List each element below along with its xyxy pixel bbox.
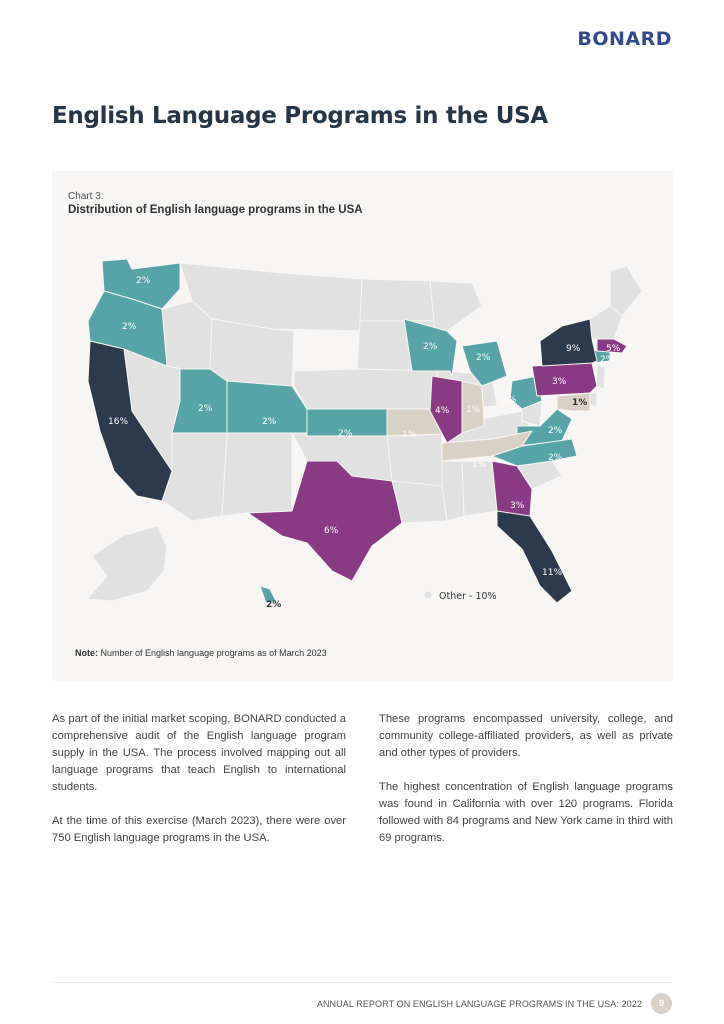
state-maine: [610, 266, 642, 316]
value-label-new-york: 9%: [566, 344, 581, 354]
body-column-right: [379, 711, 673, 864]
value-label-michigan: 2%: [476, 353, 491, 363]
body-paragraph: At the time of this exercise (March 2023), there were over 750 English language programs in the USA.: [52, 815, 346, 844]
state-alaska: [87, 526, 167, 601]
state-delaware: [590, 393, 597, 406]
value-label-oregon: 2%: [122, 322, 137, 332]
note-text: Number of English language programs as of March 2023: [100, 648, 327, 658]
value-label-florida: 11%: [542, 568, 563, 578]
state-utah: [172, 369, 227, 433]
value-label-indiana: 1%: [466, 405, 481, 415]
body-paragraph: The highest concentration of English language programs was found in California with over 120 programs. Florida followed with 84 programs and New York came in third with 69 programs.: [379, 781, 673, 844]
value-label-pennsylvania: 3%: [552, 377, 567, 387]
value-label-massachusetts: 5%: [606, 344, 621, 354]
value-label-kansas: 2%: [338, 429, 353, 439]
note-label: Note:: [75, 648, 98, 658]
chart-kicker: Chart 3:: [68, 191, 104, 202]
value-label-virginia: 2%: [548, 426, 563, 436]
legend-other-dot: [425, 592, 432, 599]
value-label-wisconsin: 2%: [423, 342, 438, 352]
value-label-tennessee: 1%: [472, 460, 487, 470]
chart-panel: [52, 171, 673, 681]
page-number: 9: [651, 993, 672, 1014]
page-title: English Language Programs in the USA: [52, 103, 548, 129]
value-label-utah: 2%: [198, 404, 213, 414]
state-new-mexico: [222, 433, 292, 516]
value-label-georgia: 3%: [510, 501, 525, 511]
value-label-maryland: 1%: [572, 398, 588, 408]
state-florida: [497, 511, 572, 603]
value-label-colorado: 2%: [262, 417, 277, 427]
usa-map: [52, 171, 673, 681]
body-column-left: [52, 711, 346, 864]
value-label-connecticut: 2%: [600, 355, 615, 365]
legend-other-label: Other - 10%: [439, 591, 497, 602]
state-arkansas: [387, 434, 442, 486]
chart-title: Distribution of English language programs in the USA: [68, 204, 363, 216]
value-label-ohio: 2%: [502, 395, 517, 405]
value-label-california: 16%: [108, 417, 129, 427]
bonard-logo: BONARD: [577, 28, 672, 50]
state-nebraska: [294, 369, 442, 409]
value-label-missouri: 1%: [402, 430, 417, 440]
body-paragraph: As part of the initial market scoping, BONARD conducted a comprehensive audit of the English language program supply in the USA. The process involved mapping out all language programs that teach English to international students.: [52, 713, 346, 793]
value-label-north-carolina: 2%: [548, 453, 563, 463]
footer-text: ANNUAL REPORT ON ENGLISH LANGUAGE PROGRAMS IN THE USA: 2022: [316, 999, 642, 1009]
state-mississippi: [442, 461, 464, 521]
chart-note: [75, 648, 327, 658]
value-label-illinois: 4%: [435, 406, 450, 416]
body-paragraph: These programs encompassed university, college, and community college-affiliated providers, as well as private and other types of providers.: [379, 713, 673, 759]
state-new-york: [540, 319, 597, 366]
value-label-washington: 2%: [136, 276, 151, 286]
footer-divider: [52, 982, 672, 983]
state-arizona: [162, 433, 227, 521]
value-label-texas: 6%: [324, 526, 339, 536]
state-north-dakota: [360, 279, 434, 321]
value-label-hawaii: 2%: [266, 600, 282, 610]
